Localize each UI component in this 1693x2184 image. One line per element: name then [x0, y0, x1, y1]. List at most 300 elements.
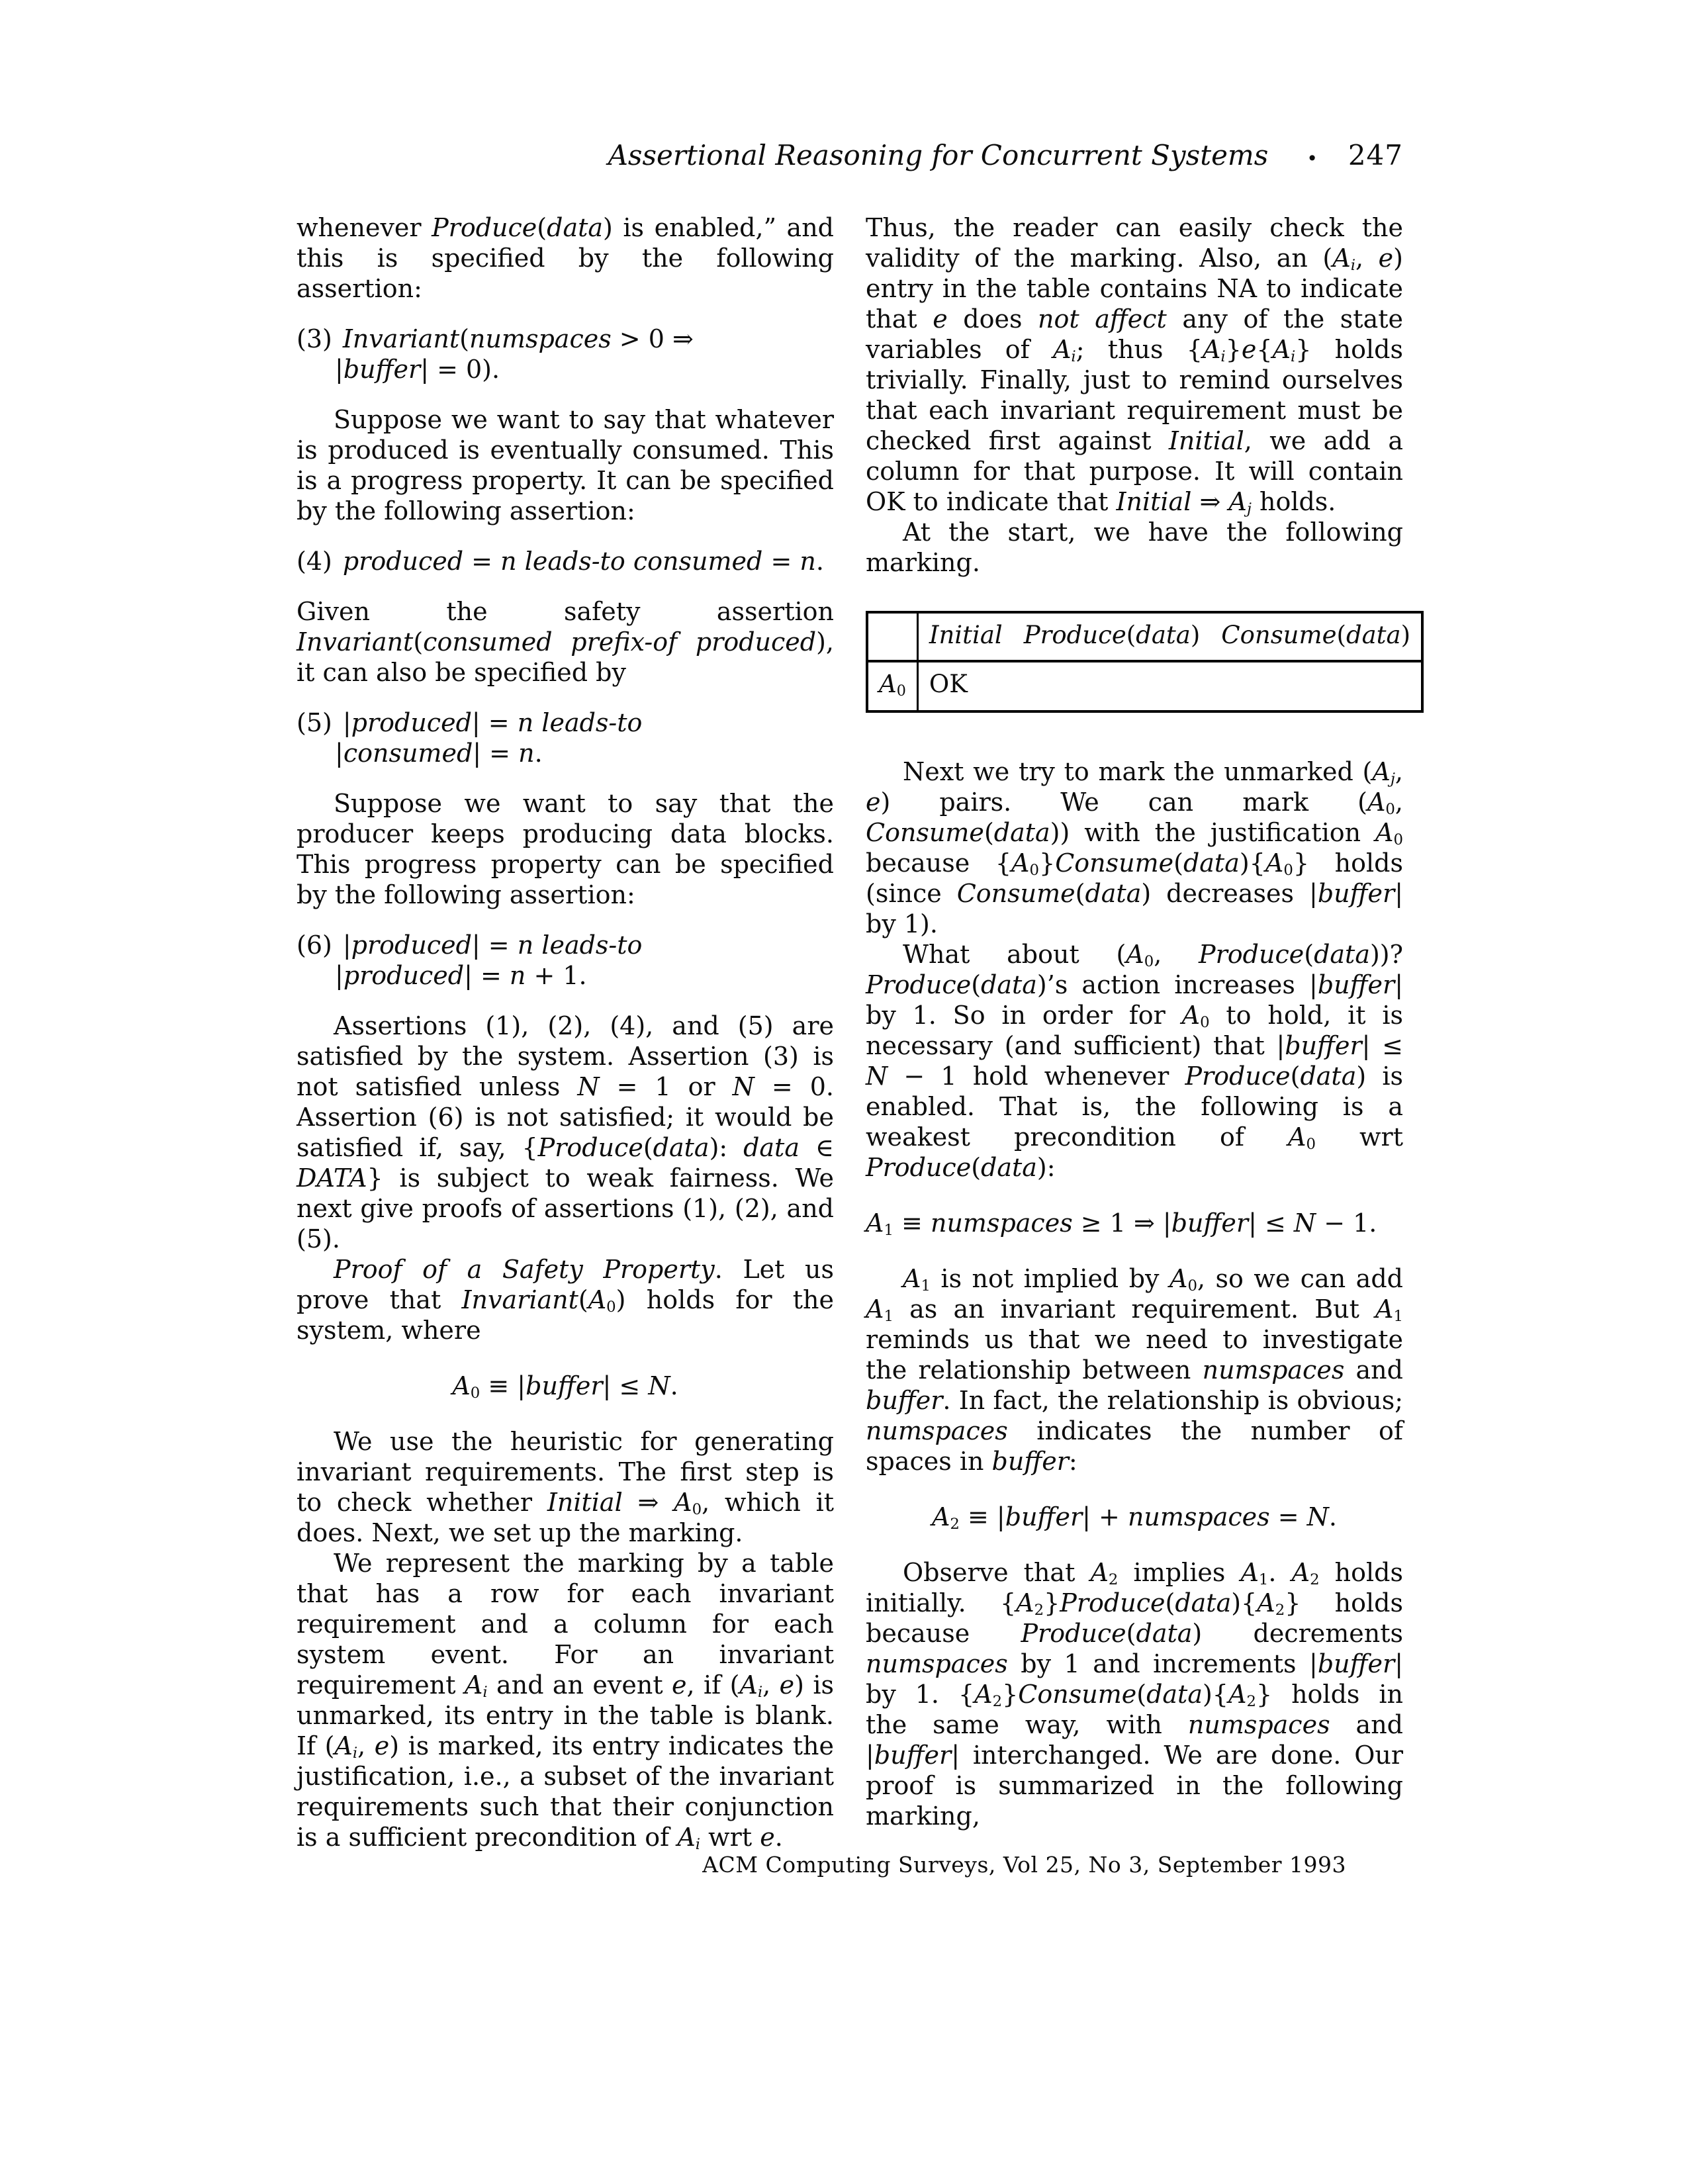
- text-segment: numspaces: [1187, 1710, 1330, 1739]
- text-segment: numspaces: [866, 1649, 1008, 1678]
- text-segment: holds.: [1251, 487, 1336, 516]
- text-segment: A: [1375, 818, 1394, 847]
- text-segment: numspaces: [866, 1416, 1008, 1445]
- text-segment: A: [1126, 940, 1144, 969]
- table-row: [867, 661, 1422, 711]
- paragraph: [866, 1263, 1403, 1477]
- text-segment: Initial: [1168, 426, 1244, 455]
- text-segment: OK: [929, 670, 968, 698]
- text-segment: ,: [762, 1670, 780, 1700]
- text-segment: } holds because: [866, 1588, 1404, 1648]
- text-segment: numspaces: [1127, 1502, 1270, 1531]
- text-segment: buffer: [526, 1371, 603, 1400]
- text-segment: N: [577, 1072, 600, 1101]
- text-segment: to hold, it is necessary (and sufficient) that |: [866, 1001, 1403, 1060]
- text-segment: Consume: [866, 818, 984, 847]
- text-segment: A: [334, 1731, 353, 1760]
- text-segment: numspaces: [1202, 1355, 1345, 1385]
- text-segment: .: [670, 1371, 678, 1400]
- text-segment: At the start, we have the following marking.: [866, 518, 1403, 577]
- subscript: i: [1220, 348, 1226, 366]
- text-segment: A: [674, 1488, 692, 1517]
- text-segment: Initial: [547, 1488, 623, 1517]
- text-segment: data: [743, 1133, 800, 1162]
- text-block: [297, 139, 1411, 1854]
- text-segment: ) decrements: [1192, 1619, 1404, 1648]
- subscript: 0: [896, 682, 906, 700]
- text-segment: [625, 547, 633, 576]
- table-cell: [867, 661, 917, 711]
- text-segment: (: [1126, 621, 1136, 649]
- paragraph: [297, 596, 834, 688]
- text-segment: )’s action increases |: [1036, 970, 1318, 999]
- subscript: i: [1350, 257, 1355, 275]
- text-segment: (: [1126, 1619, 1136, 1648]
- text-segment: (: [1075, 879, 1085, 908]
- text-segment: |: [342, 931, 351, 960]
- text-segment: wrt: [1315, 1122, 1403, 1152]
- text-segment: (: [1173, 848, 1183, 878]
- text-segment: Consume: [1055, 848, 1174, 878]
- equation: [866, 1208, 1403, 1238]
- subscript: 1: [1393, 1308, 1403, 1326]
- text-segment: , if (: [686, 1670, 740, 1700]
- text-segment: Invariant: [297, 627, 414, 657]
- text-segment: A: [1228, 1680, 1247, 1709]
- text-segment: ) pairs. We can mark (: [880, 788, 1367, 817]
- text-segment: A: [1011, 848, 1030, 878]
- text-segment: e: [672, 1670, 687, 1700]
- text-segment: (: [1304, 940, 1314, 969]
- text-segment: consumed prefix-of produced: [423, 627, 817, 657]
- subscript: 0: [1200, 1014, 1210, 1032]
- text-segment: (: [1165, 1588, 1175, 1617]
- text-segment: (: [984, 818, 994, 847]
- text-segment: A: [1016, 1588, 1034, 1617]
- subscript: 2: [1275, 1602, 1285, 1619]
- text-segment: buffer: [1317, 879, 1395, 908]
- subscript: i: [757, 1684, 763, 1702]
- text-segment: | = 0).: [420, 355, 500, 384]
- text-segment: buffer: [991, 1447, 1069, 1476]
- text-segment: ) is marked, its entry indicates the justification, i.e., a subset of the invariant requirements such that their conjunction is a sufficient precondition of: [297, 1731, 834, 1852]
- subscript: j: [1246, 500, 1252, 518]
- text-segment: [533, 708, 541, 737]
- text-segment: A: [464, 1670, 483, 1700]
- text-segment: A: [739, 1670, 758, 1700]
- subscript: i: [695, 1836, 701, 1854]
- text-segment: does: [947, 304, 1038, 334]
- text-segment: . Let us prove that: [297, 1255, 834, 1314]
- marking-table: [866, 611, 1424, 713]
- right-column: [866, 212, 1411, 1852]
- assertion-label: (4): [297, 547, 332, 576]
- text-segment: |: [335, 355, 343, 384]
- text-segment: Initial: [1116, 487, 1192, 516]
- text-segment: Produce: [1185, 1062, 1291, 1091]
- text-segment: .: [534, 739, 543, 768]
- text-segment: Produce: [866, 1153, 972, 1182]
- subscript: 1: [1258, 1571, 1269, 1589]
- left-column: [297, 212, 834, 1852]
- text-segment: N: [866, 1062, 888, 1091]
- text-segment: Next we try to mark the unmarked (: [903, 757, 1373, 786]
- text-segment: |: [335, 961, 343, 990]
- text-segment: data: [1175, 1588, 1232, 1617]
- text-segment: | +: [1082, 1502, 1128, 1531]
- table-header-cell: [867, 612, 917, 661]
- text-segment: ≥ 1 ⇒ |: [1072, 1208, 1171, 1238]
- text-segment: } holds trivially. Finally, just to remind ourselves that each invariant requirement must be checked first against: [866, 335, 1404, 455]
- text-segment: )) with the justification: [1050, 818, 1376, 847]
- paragraph: [866, 212, 1403, 517]
- text-segment: ≡ |: [959, 1502, 1005, 1531]
- subscript: 2: [1108, 1571, 1119, 1589]
- text-segment: not affect: [1038, 304, 1167, 334]
- subscript: 1: [921, 1277, 931, 1295]
- text-segment: | ≤: [602, 1371, 649, 1400]
- text-segment: ): [1190, 621, 1201, 649]
- text-segment: buffer: [1317, 1649, 1395, 1678]
- text-segment: A: [588, 1285, 607, 1314]
- text-segment: (: [1136, 1680, 1147, 1709]
- subscript: i: [352, 1745, 358, 1762]
- table-cell: [1013, 661, 1211, 711]
- text-segment: A: [931, 1502, 950, 1531]
- text-segment: , which it does. Next, we set up the marking.: [297, 1488, 835, 1547]
- text-segment: , we add a column for that purpose. It will contain OK to indicate that: [866, 426, 1403, 516]
- text-segment: e: [1241, 335, 1257, 364]
- text-segment: ,: [1395, 788, 1403, 817]
- table-cell: [1211, 661, 1422, 711]
- text-segment: A: [1181, 1001, 1201, 1030]
- text-segment: n: [518, 739, 535, 768]
- text-segment: (: [537, 213, 547, 242]
- text-segment: Consume: [956, 879, 1075, 908]
- text-segment: numspaces: [930, 1208, 1073, 1238]
- text-segment: | =: [464, 961, 510, 990]
- text-segment: Produce: [866, 970, 972, 999]
- text-segment: − 1.: [1316, 1208, 1377, 1238]
- text-segment: DATA: [297, 1163, 367, 1193]
- paragraph: [866, 756, 1403, 939]
- paragraph: [297, 1011, 834, 1254]
- text-segment: ⇒: [1191, 487, 1229, 516]
- subscript: 2: [992, 1693, 1003, 1711]
- text-segment: is not implied by: [930, 1264, 1169, 1293]
- two-column-body: [297, 212, 1411, 1854]
- text-segment: wrt: [700, 1823, 760, 1852]
- subscript: 0: [470, 1385, 480, 1402]
- text-segment: produced: [351, 931, 472, 960]
- text-segment: Consume: [1221, 621, 1337, 649]
- bullet-separator: •: [1306, 148, 1318, 169]
- assertion-label: (5): [297, 708, 332, 737]
- text-segment: } holds (since: [866, 848, 1403, 908]
- text-segment: data: [981, 970, 1037, 999]
- text-segment: A: [1375, 1295, 1394, 1324]
- text-segment: A: [1287, 1122, 1306, 1152]
- text-segment: ):: [1036, 1153, 1056, 1182]
- paragraph: [297, 788, 834, 910]
- text-segment: ,: [1154, 940, 1199, 969]
- text-segment: N: [1293, 1208, 1316, 1238]
- text-segment: }: [1044, 1588, 1060, 1617]
- text-segment: e: [374, 1731, 390, 1760]
- text-segment: We use the heuristic for generating invariant requirements. The first step is to check whether: [297, 1427, 834, 1517]
- text-segment: |: [335, 739, 343, 768]
- table-header-cell: [1211, 612, 1422, 661]
- text-segment: A: [1265, 848, 1284, 878]
- table-header-cell: [1013, 612, 1211, 661]
- text-segment: ) entry in the table contains NA to indicate that: [866, 244, 1403, 334]
- text-segment: ≡ |: [480, 1371, 526, 1400]
- text-segment: leads-to: [524, 547, 625, 576]
- text-segment: A: [1240, 1558, 1259, 1587]
- paragraph: [866, 517, 1403, 578]
- text-segment: . In fact, the relationship is obvious;: [942, 1386, 1403, 1415]
- text-segment: ) decreases |: [1141, 879, 1318, 908]
- text-segment: Suppose we want to say that whatever is produced is eventually consumed. This is a progress property. It can be specified by the following assertion:: [297, 405, 834, 525]
- subscript: 0: [1187, 1277, 1197, 1295]
- text-segment: (: [971, 970, 982, 999]
- text-segment: data: [1314, 940, 1370, 969]
- text-segment: n: [800, 547, 816, 576]
- text-segment: data: [547, 213, 604, 242]
- text-segment: Produce: [1021, 1619, 1126, 1648]
- text-segment: ) is enabled. That is, the following is a weakest precondition of: [866, 1062, 1403, 1152]
- text-segment: produced: [342, 547, 464, 576]
- page-number: 247: [1348, 139, 1403, 171]
- text-segment: Produce: [1023, 621, 1126, 649]
- text-segment: leads-to: [541, 708, 643, 737]
- text-segment: whenever: [297, 213, 432, 242]
- text-segment: (: [1336, 621, 1346, 649]
- text-segment: | by 1. So in order for: [866, 970, 1403, 1030]
- text-segment: |: [342, 708, 351, 737]
- text-segment: buffer: [343, 355, 421, 384]
- text-segment: A: [1228, 487, 1247, 516]
- text-segment: | by 1).: [866, 879, 1403, 938]
- text-segment: [517, 547, 525, 576]
- paragraph: [297, 1254, 834, 1345]
- text-segment: data: [981, 1153, 1037, 1182]
- numbered-assertion: [297, 324, 834, 385]
- subscript: 0: [692, 1501, 702, 1519]
- numbered-assertion: [297, 707, 834, 768]
- numbered-assertion: [297, 546, 834, 576]
- text-segment: :: [1068, 1447, 1077, 1476]
- text-segment: data: [653, 1133, 709, 1162]
- text-segment: (: [413, 627, 424, 657]
- text-segment: , so we can add: [1197, 1264, 1403, 1293]
- text-segment: > 0 ⇒: [611, 324, 694, 353]
- subscript: j: [1390, 770, 1395, 788]
- text-segment: A: [1367, 788, 1386, 817]
- subscript: 2: [1310, 1571, 1320, 1589]
- text-segment: reminds us that we need to investigate the relationship between: [866, 1325, 1403, 1385]
- text-segment: What about (: [903, 940, 1126, 969]
- text-segment: data: [1183, 848, 1240, 878]
- paragraph: [297, 404, 834, 526]
- text-segment: ){: [1231, 1588, 1258, 1617]
- subscript: 2: [950, 1516, 960, 1533]
- text-segment: }: [1039, 848, 1056, 878]
- text-segment: buffer: [1285, 1031, 1362, 1060]
- text-segment: = 1 or: [599, 1072, 733, 1101]
- text-segment: =: [463, 547, 501, 576]
- text-segment: .: [1268, 1558, 1292, 1587]
- text-segment: as an invariant requirement. But: [893, 1295, 1376, 1324]
- text-segment: buffer: [1317, 970, 1395, 999]
- text-segment: =: [762, 547, 800, 576]
- paragraph: [866, 939, 1403, 1183]
- text-segment: e: [866, 788, 881, 817]
- paragraph: [297, 1426, 834, 1548]
- numbered-assertion: [297, 930, 834, 991]
- text-segment: A: [1332, 244, 1351, 273]
- text-segment: A: [866, 1208, 884, 1238]
- assertion-label: (6): [297, 931, 332, 960]
- text-segment: Produce: [432, 213, 537, 242]
- subscript: i: [482, 1684, 488, 1702]
- subscript: 0: [606, 1298, 616, 1316]
- text-segment: .: [774, 1823, 783, 1852]
- subscript: 2: [1246, 1693, 1256, 1711]
- subscript: 0: [1393, 831, 1403, 849]
- text-segment: = 0. Assertion (6) is not satisfied; it would be satisfied if, say, {: [297, 1072, 834, 1162]
- text-segment: (: [643, 1133, 653, 1162]
- text-segment: consumed: [633, 547, 763, 576]
- text-segment: n: [517, 931, 534, 960]
- text-segment: ,: [1355, 244, 1379, 273]
- text-segment: leads-to: [541, 931, 643, 960]
- text-segment: A: [903, 1264, 921, 1293]
- text-segment: e: [1378, 244, 1394, 273]
- text-segment: | =: [471, 931, 518, 960]
- text-segment: ≡: [893, 1208, 931, 1238]
- paragraph: [297, 1548, 834, 1852]
- text-segment: } holds in the same way, with: [866, 1680, 1403, 1739]
- text-segment: data: [1136, 1619, 1193, 1648]
- text-segment: consumed: [343, 739, 473, 768]
- text-segment: produced: [351, 708, 472, 737]
- text-segment: A: [1272, 335, 1291, 364]
- text-segment: ) is enabled,” and this is specified by the following assertion:: [297, 213, 834, 303]
- text-segment: implies: [1118, 1558, 1241, 1587]
- text-segment: }: [1002, 1680, 1019, 1709]
- text-segment: and |: [866, 1710, 1403, 1770]
- text-segment: Produce: [537, 1133, 643, 1162]
- text-segment: by 1 and increments |: [1007, 1649, 1318, 1678]
- text-segment: data: [993, 818, 1050, 847]
- text-segment: {: [1256, 335, 1273, 364]
- running-head: [297, 139, 1403, 175]
- subscript: i: [1071, 348, 1076, 366]
- text-segment: Given the safety assertion: [297, 597, 834, 626]
- text-segment: .: [815, 547, 824, 576]
- text-segment: N: [648, 1371, 670, 1400]
- text-segment: Proof of a Safety Property: [334, 1255, 715, 1284]
- text-segment: | =: [473, 739, 519, 768]
- text-segment: Invariant: [342, 324, 460, 353]
- paragraph: [297, 212, 834, 304]
- subscript: 0: [1144, 953, 1154, 971]
- text-segment: and: [1344, 1355, 1403, 1385]
- text-segment: n: [517, 708, 534, 737]
- text-segment: | ≤: [1361, 1031, 1403, 1060]
- text-segment: ){: [1202, 1680, 1228, 1709]
- text-segment: Suppose we want to say that the producer keeps producing data blocks. This progress property can be specified by the following assertion:: [297, 789, 834, 909]
- text-segment: (: [578, 1285, 588, 1314]
- text-segment: buffer: [1171, 1208, 1249, 1238]
- text-segment: numspaces: [469, 324, 612, 353]
- text-segment: (: [971, 1153, 982, 1182]
- text-segment: data: [1085, 879, 1142, 908]
- subscript: 1: [884, 1308, 893, 1326]
- text-segment: produced: [343, 961, 465, 990]
- text-segment: }: [1225, 335, 1242, 364]
- text-segment: =: [1269, 1502, 1307, 1531]
- text-segment: Initial: [929, 621, 1003, 649]
- table-header-row: [867, 612, 1422, 661]
- text-segment: ))?: [1369, 940, 1403, 969]
- text-segment: holds initially. {: [866, 1558, 1404, 1617]
- text-segment: data: [1146, 1680, 1203, 1709]
- text-segment: because {: [866, 848, 1012, 878]
- text-segment: } is subject to weak fairness. We next give proofs of assertions (1), (2), and (5).: [297, 1163, 834, 1253]
- text-segment: n: [509, 961, 526, 990]
- text-segment: A: [879, 670, 897, 698]
- text-segment: ):: [709, 1133, 744, 1162]
- text-segment: A: [452, 1371, 471, 1400]
- text-segment: data: [1136, 621, 1191, 649]
- text-segment: ){: [1239, 848, 1265, 878]
- text-segment: − 1 hold whenever: [888, 1062, 1185, 1091]
- text-segment: A: [1372, 757, 1391, 786]
- text-segment: ∈: [799, 1133, 834, 1162]
- text-segment: buffer: [874, 1741, 952, 1770]
- equation: [866, 1502, 1403, 1532]
- text-segment: | =: [471, 708, 518, 737]
- text-segment: e: [933, 304, 948, 334]
- text-segment: Invariant: [461, 1285, 578, 1314]
- text-segment: | ≤: [1248, 1208, 1294, 1238]
- text-segment: A: [1202, 335, 1221, 364]
- text-segment: A: [1169, 1264, 1188, 1293]
- text-segment: [533, 931, 541, 960]
- text-segment: data: [1300, 1062, 1357, 1091]
- text-segment: ,: [357, 1731, 375, 1760]
- text-segment: ⇒: [622, 1488, 674, 1517]
- text-segment: N: [732, 1072, 755, 1101]
- text-segment: | interchanged. We are done. Our proof is summarized in the following marking,: [866, 1741, 1403, 1831]
- paragraph: [866, 1557, 1403, 1831]
- text-segment: ) is unmarked, its entry in the table is blank. If (: [297, 1670, 834, 1760]
- table-header-cell: [917, 612, 1013, 661]
- text-segment: Thus, the reader can easily check the validity of the marking. Also, an (: [866, 213, 1403, 273]
- text-segment: n: [500, 547, 517, 576]
- subscript: 1: [884, 1222, 893, 1240]
- subscript: 0: [1283, 862, 1293, 880]
- text-segment: A: [677, 1823, 696, 1852]
- text-segment: any of the state variables of: [866, 304, 1403, 364]
- subscript: 0: [1385, 801, 1395, 819]
- text-segment: ) holds for the system, where: [297, 1285, 834, 1345]
- text-segment: A: [974, 1680, 993, 1709]
- journal-footer: ACM Computing Surveys, Vol 25, No 3, September 1993: [702, 1852, 1346, 1878]
- page-title: Assertional Reasoning for Concurrent Systems: [608, 139, 1269, 171]
